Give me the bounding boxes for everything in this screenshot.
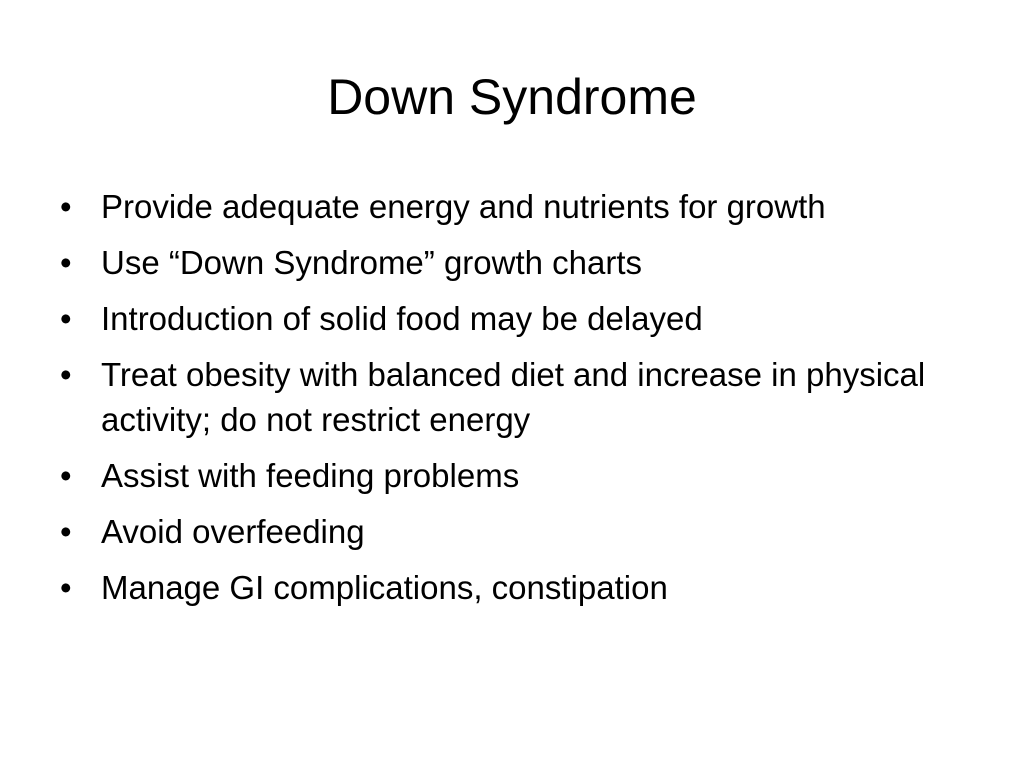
bullet-item xyxy=(58,453,958,498)
bullet-item xyxy=(58,509,958,554)
bullet-icon: • xyxy=(60,244,72,281)
bullet-icon: • xyxy=(60,569,72,606)
bullet-list xyxy=(58,184,958,621)
bullet-item xyxy=(58,352,958,442)
bullet-icon: • xyxy=(60,300,72,337)
bullet-icon: • xyxy=(60,457,72,494)
bullet-item xyxy=(58,240,958,285)
bullet-text: Introduction of solid food may be delayed xyxy=(101,300,703,337)
bullet-item xyxy=(58,565,958,610)
bullet-icon: • xyxy=(60,356,72,393)
bullet-icon: • xyxy=(60,513,72,550)
slide-title: Down Syndrome xyxy=(327,69,697,125)
bullet-text: Use “Down Syndrome” growth charts xyxy=(101,244,643,281)
bullet-text: Assist with feeding problems xyxy=(101,457,520,494)
bullet-text: Manage GI complications, constipation xyxy=(101,569,668,606)
bullet-icon: • xyxy=(60,188,72,225)
bullet-item xyxy=(58,184,958,229)
bullet-text: Provide adequate energy and nutrients for growth xyxy=(101,188,826,225)
bullet-text: Avoid overfeeding xyxy=(101,513,365,550)
bullet-text: Treat obesity with balanced diet and increase in physical activity; do not restrict energy xyxy=(101,356,926,438)
bullet-item xyxy=(58,296,958,341)
